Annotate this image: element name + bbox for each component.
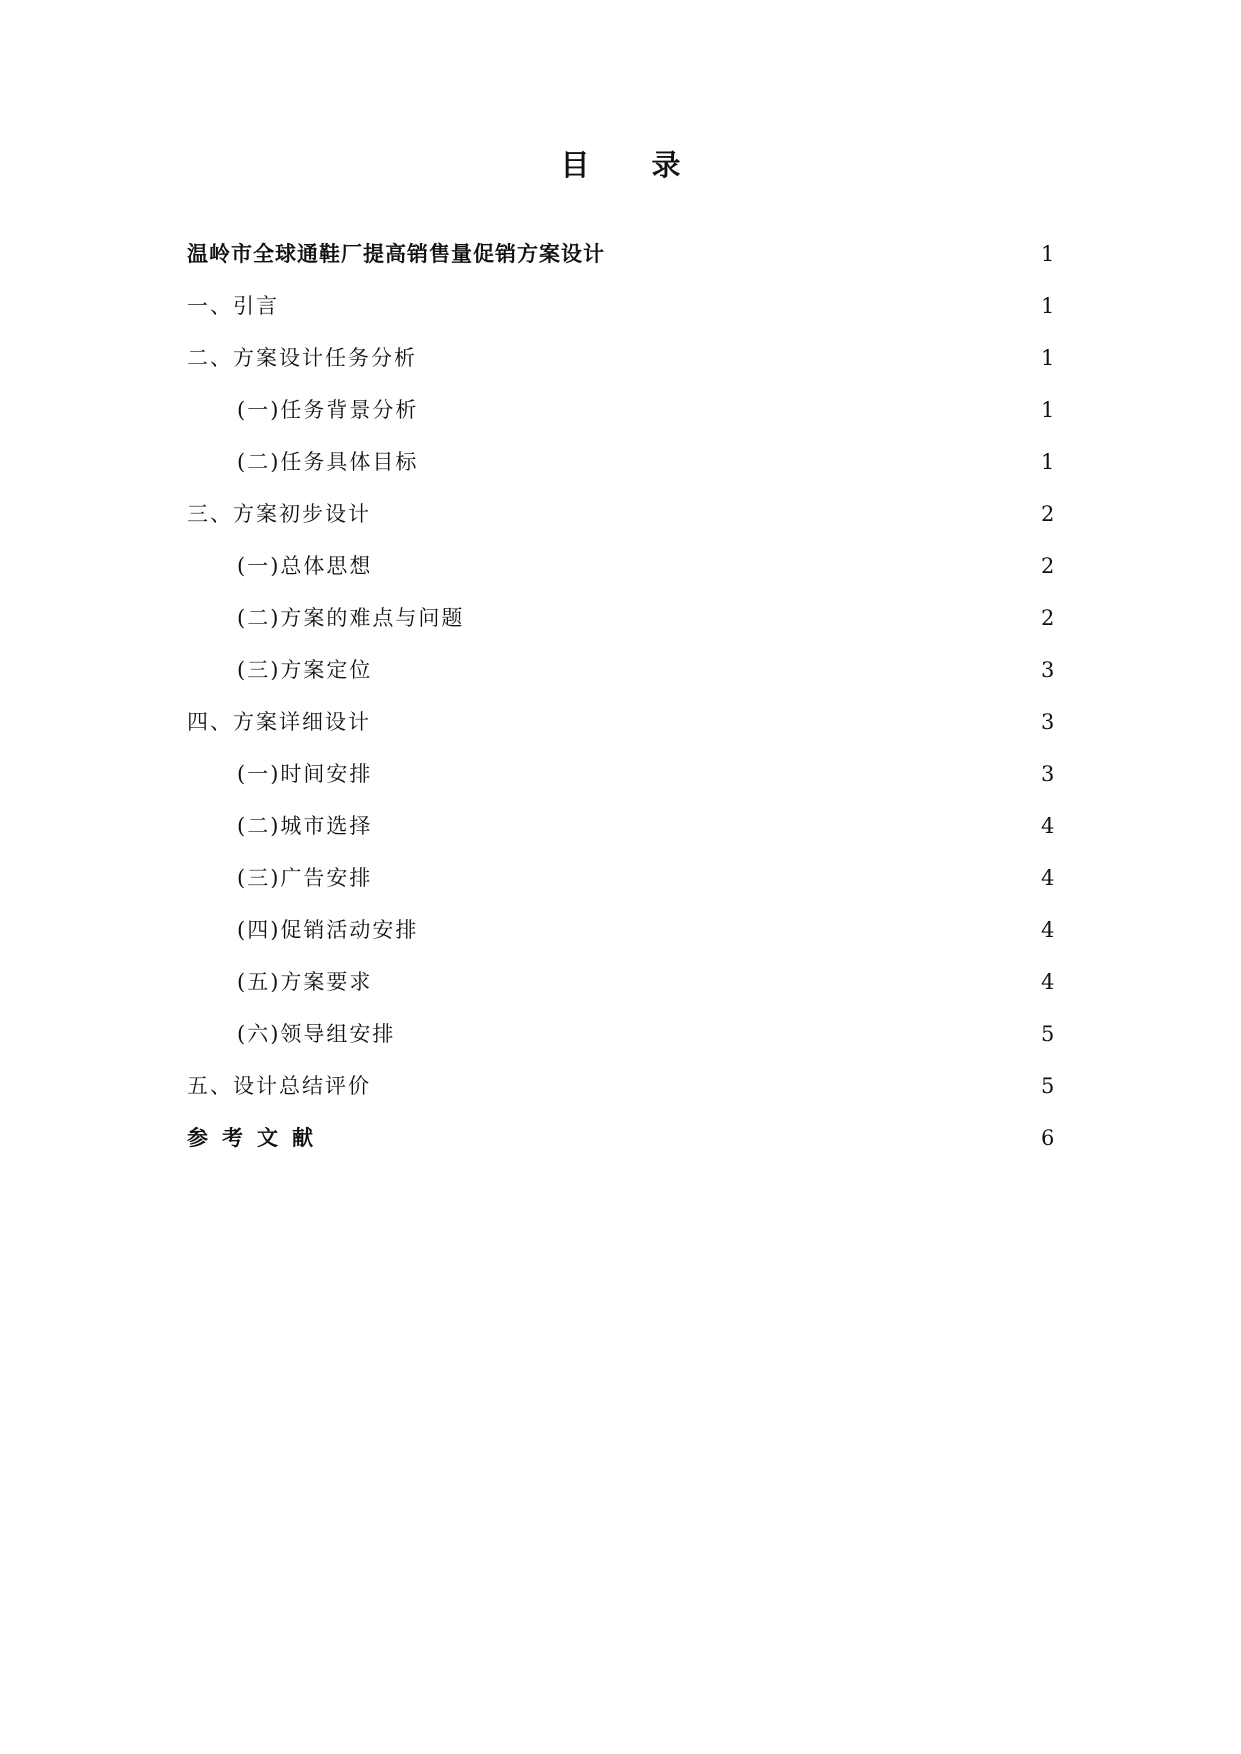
toc-entry[interactable] [187, 488, 1053, 540]
toc-entry-page: 4 [1041, 866, 1055, 890]
dot-leader [380, 553, 1037, 579]
dot-leader [380, 657, 1037, 683]
toc-entry-page: 5 [1041, 1074, 1055, 1098]
dot-leader [335, 1125, 1037, 1151]
toc-entry-label: (二)方案的难点与问题 [237, 605, 468, 631]
dot-leader [379, 709, 1037, 735]
toc-entry-label: (二)城市选择 [237, 813, 376, 839]
dot-leader [380, 813, 1037, 839]
toc-entry-label: 三、方案初步设计 [187, 501, 375, 527]
toc-entry-label: 二、方案设计任务分析 [187, 345, 421, 371]
dot-leader [426, 397, 1037, 423]
dot-leader [287, 293, 1037, 319]
toc-entry-label: (三)广告安排 [237, 865, 376, 891]
toc-entry-label: (六)领导组安排 [237, 1021, 399, 1047]
toc-entry-page: 2 [1041, 502, 1055, 526]
dot-leader [380, 761, 1037, 787]
toc-entry-label: (五)方案要求 [237, 969, 376, 995]
toc-entry-label: (一)总体思想 [237, 553, 376, 579]
toc-entry[interactable] [187, 696, 1053, 748]
toc-entry[interactable] [187, 436, 1053, 488]
toc-entry-page: 2 [1041, 606, 1055, 630]
toc-entry-label: 一、引言 [187, 293, 283, 319]
toc-entry[interactable] [187, 592, 1053, 644]
toc-entry-page: 4 [1041, 918, 1055, 942]
toc-entry[interactable] [187, 904, 1053, 956]
toc-entry-label: (一)时间安排 [237, 761, 376, 787]
toc-entry-page: 6 [1041, 1126, 1055, 1150]
toc-entry[interactable] [187, 280, 1053, 332]
toc-entry-page: 3 [1041, 710, 1055, 734]
toc-entry-page: 4 [1041, 970, 1055, 994]
toc-entry-page: 1 [1041, 398, 1055, 422]
dot-leader [380, 969, 1037, 995]
toc-entry[interactable] [187, 332, 1053, 384]
toc-entry[interactable] [187, 384, 1053, 436]
toc-title: 目 录 [560, 148, 707, 182]
toc-entry-page: 1 [1041, 242, 1055, 266]
dot-leader [472, 605, 1037, 631]
toc-entry[interactable] [187, 852, 1053, 904]
toc-entry-label: 参考文献 [187, 1125, 331, 1151]
toc-entry[interactable] [187, 540, 1053, 592]
toc-entry-page: 4 [1041, 814, 1055, 838]
toc-entry-page: 3 [1041, 762, 1055, 786]
dot-leader [426, 449, 1037, 475]
toc-entry[interactable] [187, 1112, 1053, 1164]
toc-entry-label: 温岭市全球通鞋厂提高销售量促销方案设计 [187, 241, 609, 267]
dot-leader [426, 917, 1037, 943]
toc-entry-label: (四)促销活动安排 [237, 917, 422, 943]
toc-entry-page: 3 [1041, 658, 1055, 682]
dot-leader [379, 501, 1037, 527]
dot-leader [403, 1021, 1037, 1047]
toc-entry[interactable] [187, 748, 1053, 800]
toc-entry-page: 2 [1041, 554, 1055, 578]
dot-leader [379, 1073, 1037, 1099]
toc-entry[interactable] [187, 956, 1053, 1008]
toc-entry-label: (三)方案定位 [237, 657, 376, 683]
toc-entry-page: 1 [1041, 450, 1055, 474]
toc-entry-label: 四、方案详细设计 [187, 709, 375, 735]
toc-entry[interactable] [187, 800, 1053, 852]
toc-entry[interactable] [187, 644, 1053, 696]
table-of-contents [187, 228, 1053, 1164]
toc-entry-label: 五、设计总结评价 [187, 1073, 375, 1099]
dot-leader [613, 241, 1037, 267]
dot-leader [425, 345, 1037, 371]
toc-entry-label: (一)任务背景分析 [237, 397, 422, 423]
toc-entry-label: (二)任务具体目标 [237, 449, 422, 475]
dot-leader [380, 865, 1037, 891]
toc-entry[interactable] [187, 1060, 1053, 1112]
toc-entry[interactable] [187, 228, 1053, 280]
toc-entry-page: 5 [1041, 1022, 1055, 1046]
toc-entry[interactable] [187, 1008, 1053, 1060]
toc-entry-page: 1 [1041, 346, 1055, 370]
toc-entry-page: 1 [1041, 294, 1055, 318]
